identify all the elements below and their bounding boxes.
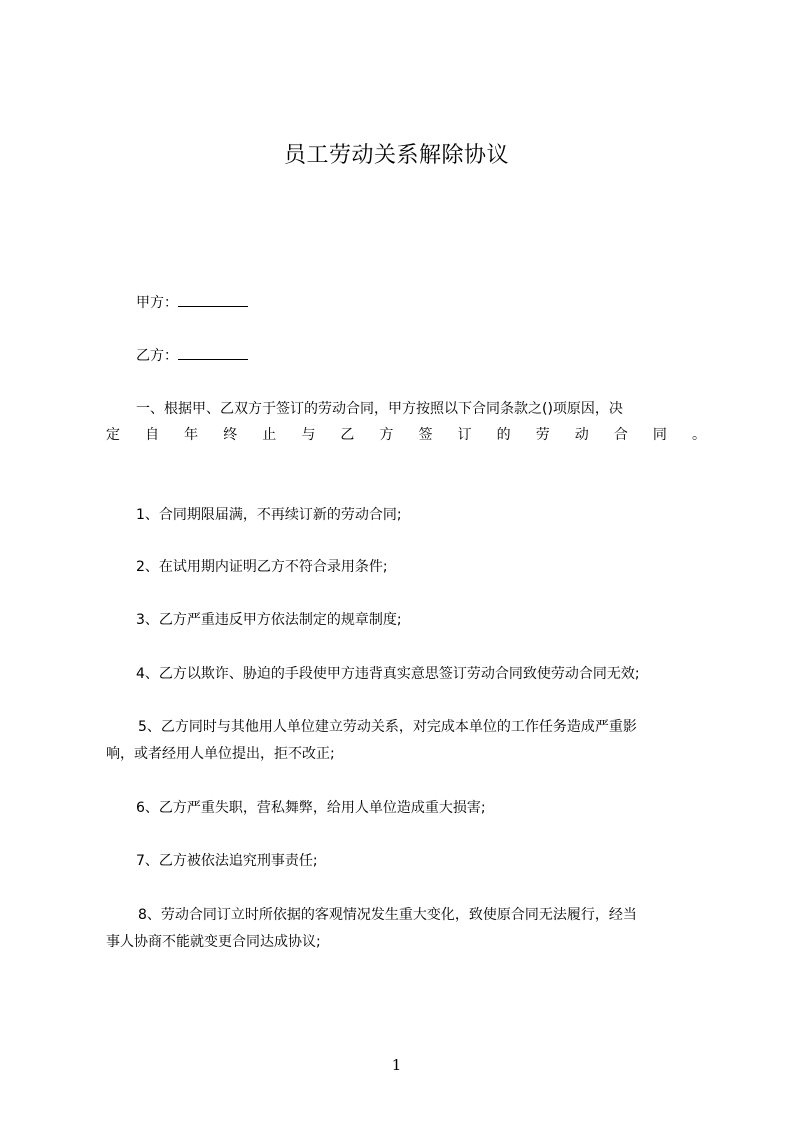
list-item-8-continuation: 事人协商不能就变更合同达成协议; xyxy=(106,934,321,950)
clause-char: 合 xyxy=(613,427,628,443)
list-item-4: 4、乙方以欺诈、胁迫的手段使甲方违背真实意思签订劳动合同致使劳动合同无效; xyxy=(136,666,640,682)
clause-1-line-1: 一、根据甲、乙双方于签订的劳动合同，甲方按照以下合同条款之()项原因，决 xyxy=(136,401,623,417)
list-item-7: 7、乙方被依法追究刑事责任; xyxy=(136,853,318,869)
party-a-blank xyxy=(178,292,248,307)
clause-char: 动 xyxy=(574,427,589,443)
document-title: 员工劳动关系解除协议 xyxy=(283,143,509,168)
clause-char: 订 xyxy=(457,427,472,443)
clause-char: 的 xyxy=(496,427,511,443)
party-b-label: 乙方： xyxy=(136,348,178,364)
clause-char: 。 xyxy=(691,427,706,443)
party-b-blank xyxy=(178,345,248,360)
list-item-6: 6、乙方严重失职，营私舞弊，给用人单位造成重大损害; xyxy=(136,800,486,816)
list-item-1: 1、合同期限届满，不再续订新的劳动合同; xyxy=(136,507,402,523)
list-item-2: 2、在试用期内证明乙方不符合录用条件; xyxy=(136,559,388,575)
clause-char: 止 xyxy=(262,427,277,443)
list-item-5-continuation: 响，或者经用人单位提出，拒不改正; xyxy=(106,746,335,762)
clause-char: 终 xyxy=(223,427,238,443)
party-a-label: 甲方： xyxy=(136,295,178,311)
clause-1-line-2 xyxy=(106,425,706,445)
party-a-line xyxy=(136,292,248,313)
party-b-line xyxy=(136,345,248,366)
clause-char: 签 xyxy=(418,427,433,443)
page-number: 1 xyxy=(391,1056,402,1074)
clause-char: 与 xyxy=(301,427,316,443)
clause-char: 同 xyxy=(652,427,667,443)
list-item-3: 3、乙方严重违反甲方依法制定的规章制度; xyxy=(136,612,402,628)
clause-char: 方 xyxy=(379,427,394,443)
clause-char: 定 xyxy=(106,427,120,443)
clause-char: 乙 xyxy=(340,427,355,443)
list-item-5: 5、乙方同时与其他用人单位建立劳动关系，对完成本单位的工作任务造成严重影 xyxy=(138,719,637,735)
clause-char: 劳 xyxy=(535,427,550,443)
clause-char: 年 xyxy=(184,427,199,443)
list-item-8: 8、劳动合同订立时所依据的客观情况发生重大变化，致使原合同无法履行，经当 xyxy=(138,907,637,923)
clause-char: 自 xyxy=(145,427,160,443)
